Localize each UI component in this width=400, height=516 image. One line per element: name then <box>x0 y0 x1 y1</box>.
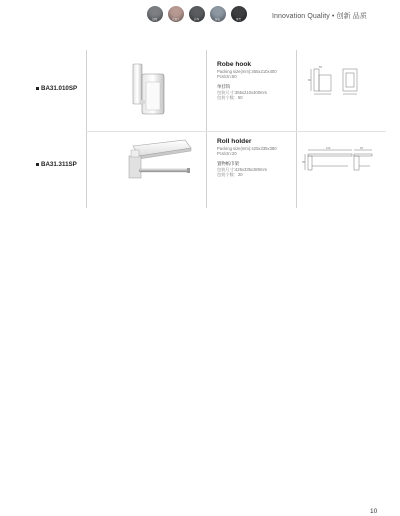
dimension-label: 160 <box>326 147 331 150</box>
packing-size-en: Packing size(mm):355x210x400 <box>217 69 277 74</box>
packing-size-cn: 包装尺寸:355x210x400mm <box>217 89 268 95</box>
page-number: 10 <box>370 508 378 515</box>
pcs-per-carton-en: Pcs/ctn:50 <box>217 74 237 80</box>
bullet-square-icon <box>36 87 39 90</box>
packing-size-cn: 包装尺寸:425x335x380mm <box>217 166 268 172</box>
bullet-square-icon <box>36 163 39 166</box>
dimension-label: 55 <box>319 66 322 69</box>
pcs-per-carton-cn: 包装个数：50 <box>217 95 243 101</box>
packing-size-en: Packing size(mm):425x335x380 <box>217 146 277 151</box>
robe-hook-image <box>125 60 175 118</box>
finish-label: 玫瑰金 <box>172 18 180 21</box>
pcs-per-carton-cn: 包装个数：20 <box>217 172 243 178</box>
product-code-text: BA31.311SP <box>41 161 77 168</box>
pcs-per-carton-en: Pcs/ctn:20 <box>217 151 237 157</box>
finish-label: 镜面 <box>152 18 158 21</box>
roll-holder-image <box>117 136 193 196</box>
finish-swatches <box>147 6 247 22</box>
brand-tagline: Innovation Quality • 创新 品质 <box>272 13 367 20</box>
product-name: Roll holder <box>217 138 252 145</box>
finish-label: 哑黑 <box>236 18 242 21</box>
product-name: Robe hook <box>217 61 252 68</box>
product-code <box>36 85 77 92</box>
column-divider <box>86 50 87 208</box>
product-code <box>36 161 77 168</box>
row-separator <box>86 131 386 132</box>
roll-holder-technical-drawing <box>302 144 378 184</box>
finish-swatch-cp <box>147 6 163 22</box>
finish-swatch-bn <box>189 6 205 22</box>
robe-hook-technical-drawing <box>308 65 366 97</box>
finish-swatch-rg <box>168 6 184 22</box>
product-name-cn: 置物纸巾架 <box>217 161 239 167</box>
dimension-label: 80 <box>308 79 311 82</box>
product-info <box>217 61 297 100</box>
finish-swatch-mb <box>231 6 247 22</box>
product-name-cn: 单挂钩 <box>217 84 231 90</box>
product-code-text: BA31.010SP <box>41 85 78 92</box>
product-info <box>217 138 297 177</box>
finish-label: 拉丝 <box>194 18 200 21</box>
dimension-label: 95 <box>302 161 305 164</box>
dimension-label: 65 <box>360 147 363 150</box>
finish-swatch-gm <box>210 6 226 22</box>
finish-label: 枪灰 <box>215 18 221 21</box>
column-divider <box>206 50 207 208</box>
